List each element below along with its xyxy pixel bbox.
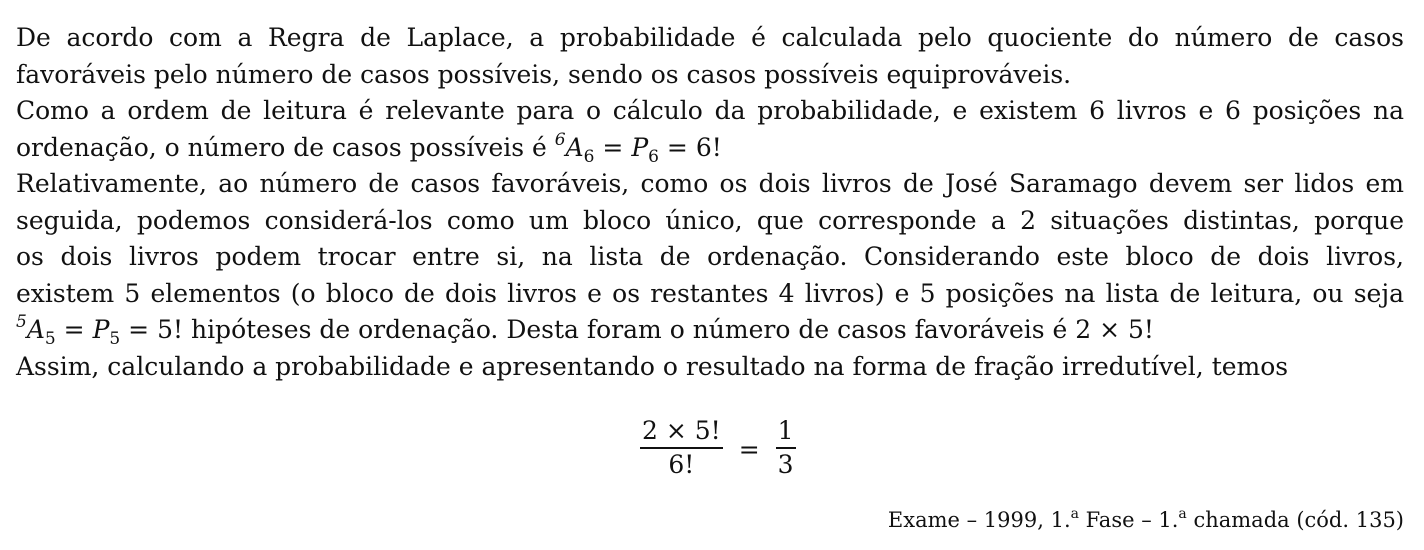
paragraph-3-line-4: existem 5 elementos (o bloco de dois livros e os restantes 4 livros) e 5 posições na lista de leitura, ou seja bbox=[16, 278, 1404, 308]
favorable-cases-formula bbox=[16, 312, 184, 349]
paragraph-3-line-3: os dois livros podem trocar entre si, na lista de ordenação. Considerando este bloco de dois livros, bbox=[16, 242, 1404, 271]
equals-sign: = bbox=[120, 315, 158, 344]
paragraph-3-line-5 bbox=[16, 312, 1404, 349]
arrangement-superscript: 6 bbox=[554, 129, 566, 150]
paragraph-3-line-5-text: hipóteses de ordenação. Desta foram o número de casos favoráveis é 2 × 5! bbox=[183, 315, 1154, 344]
probability-equation bbox=[640, 410, 796, 486]
solution-text bbox=[16, 20, 1404, 385]
arrangement-superscript: 5 bbox=[16, 312, 27, 332]
equals-sign: = bbox=[738, 434, 760, 464]
factorial-value: 6! bbox=[695, 132, 722, 162]
permutation-subscript: 6 bbox=[648, 146, 659, 167]
permutation-symbol: P bbox=[631, 132, 649, 162]
ordinal-superscript: a bbox=[1178, 506, 1187, 522]
paragraph-2-line-1: Como a ordem de leitura é relevante para o cálculo da probabilidade, e existem 6 livros e 6 posições na bbox=[16, 96, 1404, 125]
source-part-1: Exame – 1999, 1. bbox=[887, 508, 1071, 532]
factorial-value: 5! bbox=[157, 315, 184, 344]
source-part-2: Fase – 1. bbox=[1078, 508, 1179, 532]
left-denominator: 6! bbox=[668, 449, 695, 479]
equals-sign: = bbox=[594, 132, 632, 162]
paragraph-3-line-2: seguida, podemos considerá-los como um bloco único, que corresponde a 2 situações distintas, porque bbox=[16, 205, 1404, 235]
paragraph-2-line-2 bbox=[16, 130, 1404, 167]
display-equation bbox=[0, 410, 1424, 490]
arrangement-subscript: 6 bbox=[583, 146, 595, 167]
ordinal-superscript: a bbox=[1070, 506, 1079, 522]
right-denominator: 3 bbox=[777, 449, 794, 479]
arrangement-symbol: A bbox=[565, 132, 584, 162]
source-part-3: chamada (cód. 135) bbox=[1186, 508, 1404, 532]
paragraph-4-line-1: Assim, calculando a probabilidade e apresentando o resultado na forma de fração irredutível, temos bbox=[16, 351, 1289, 381]
paragraph-3-line-1: Relativamente, ao número de casos favoráveis, como os dois livros de José Saramago devem ser lidos em bbox=[16, 169, 1404, 198]
equals-sign: = bbox=[658, 132, 696, 162]
paragraph-1-line-1: De acordo com a Regra de Laplace, a probabilidade é calculada pelo quociente do número de casos bbox=[16, 23, 1404, 52]
permutation-symbol: P bbox=[92, 315, 110, 344]
left-numerator: 2 × 5! bbox=[642, 416, 721, 446]
equals-sign: = bbox=[55, 315, 93, 344]
exam-source-citation bbox=[888, 508, 1404, 532]
paragraph-1-line-2: favoráveis pelo número de casos possíveis, sendo os casos possíveis equiprováveis. bbox=[16, 59, 1072, 89]
paragraph-2-line-2-text: ordenação, o número de casos possíveis é bbox=[16, 132, 555, 162]
right-fraction bbox=[776, 415, 796, 480]
permutation-subscript: 5 bbox=[109, 329, 121, 349]
possible-cases-formula bbox=[554, 129, 722, 167]
right-numerator: 1 bbox=[777, 416, 794, 446]
arrangement-symbol: A bbox=[26, 315, 45, 344]
arrangement-subscript: 5 bbox=[44, 329, 56, 349]
left-fraction bbox=[640, 415, 723, 480]
